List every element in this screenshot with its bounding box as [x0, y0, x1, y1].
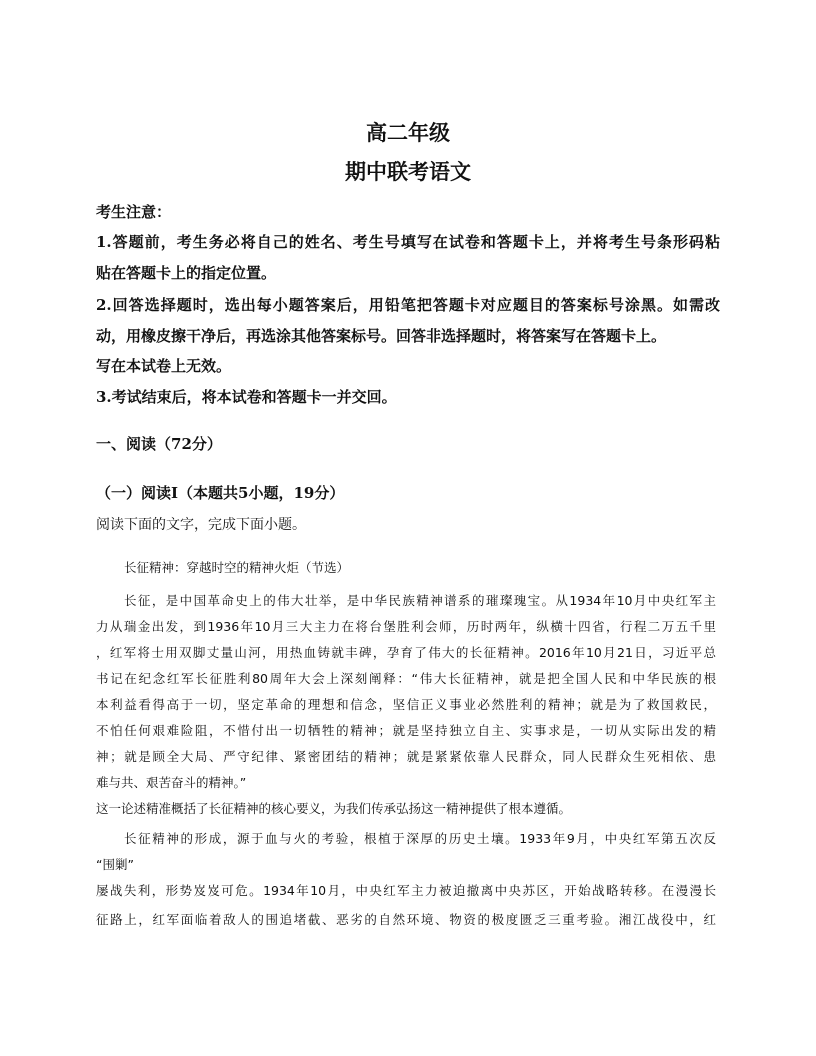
passage-line: 这一论述精准概括了长征精神的核心要义，为我们传承弘扬这一精神提供了根本遵循。 — [96, 801, 572, 816]
passage-line: 不怕任何艰难险阻，不惜付出一切牺牲的精神；就是坚持独立自主、实事求是，一切从实际出发的精 — [96, 723, 716, 738]
notice-item-1-line-2: 贴在答题卡上的指定位置。 — [96, 264, 277, 282]
passage-line: 神；就是顾全大局、严守纪律、紧密团结的精神；就是紧紧依靠人民群众，同人民群众生死相依、患 — [96, 749, 716, 764]
passage-line: 屡战失利，形势岌岌可危。1934年10月，中央红军主力被迫撤离中央苏区，开始战略转移。在漫漫长 — [96, 883, 716, 898]
notice-item-2-line-2: 动，用橡皮擦干净后，再选涂其他答案标号。回答非选择题时，将答案写在答题卡上。 — [96, 327, 667, 345]
passage-title: 长征精神：穿越时空的精神火炬（节选） — [124, 560, 350, 575]
passage-line: 长征，是中国革命史上的伟大壮举，是中华民族精神谱系的璀璨瑰宝。从1934年10月中央红军主 — [124, 593, 716, 608]
subsection-heading: （一）阅读Ⅰ（本题共5小题，19分） — [96, 484, 345, 502]
passage-line: 力从瑞金出发，到1936年10月三大主力在将台堡胜利会师，历时两年，纵横十四省，行程二万五千里 — [96, 619, 716, 634]
notice-heading: 考生注意： — [96, 203, 172, 221]
notice-item-1-line-1: 1.答题前，考生务必将自己的姓名、考生号填写在试卷和答题卡上，并将考生号条形码粘 — [96, 233, 720, 251]
page-title-exam: 期中联考语文 — [345, 159, 471, 184]
reading-instruction: 阅读下面的文字，完成下面小题。 — [96, 517, 306, 533]
notice-item-3: 3.考试结束后，将本试卷和答题卡一并交回。 — [96, 388, 397, 406]
passage-line: 长征精神的形成，源于血与火的考验，根植于深厚的历史土壤。1933年9月，中央红军第五次反 — [124, 831, 716, 846]
notice-item-2-line-1: 2.回答选择题时，选出每小题答案后，用铅笔把答题卡对应题目的答案标号涂黑。如需改 — [96, 296, 720, 314]
section-heading: 一、阅读（72分） — [96, 435, 222, 453]
passage-line: 本利益看得高于一切，坚定革命的理想和信念，坚信正义事业必然胜利的精神；就是为了救国救民， — [96, 697, 716, 712]
passage-line: ，红军将士用双脚丈量山河，用热血铸就丰碑，孕育了伟大的长征精神。2016年10月21日，习近平总 — [96, 645, 716, 660]
passage-line: “围剿” — [96, 857, 134, 872]
page-title-grade: 高二年级 — [366, 120, 450, 145]
passage-line: 征路上，红军面临着敌人的围追堵截、恶劣的自然环境、物资的极度匮乏三重考验。湘江战役中，红 — [96, 912, 716, 927]
passage-line: 难与共、艰苦奋斗的精神。” — [96, 775, 247, 790]
passage-line: 书记在纪念红军长征胜利80周年大会上深刻阐释：“伟大长征精神，就是把全国人民和中华民族的根 — [96, 671, 716, 686]
notice-item-2-line-3: 写在本试卷上无效。 — [96, 357, 232, 375]
